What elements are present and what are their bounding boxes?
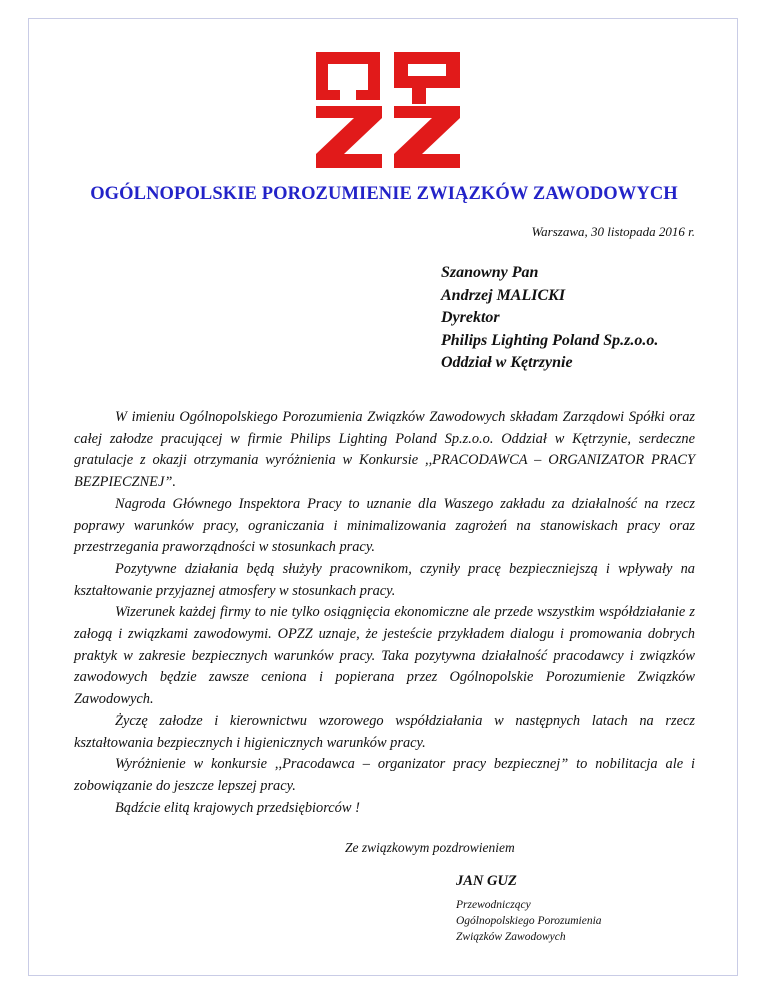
body-paragraph: Bądźcie elitą krajowych przedsiębiorców ! bbox=[115, 799, 360, 816]
body-paragraph: W imieniu Ogólnopolskiego Porozumienia Związków Zawodowych składam Zarządowi Spółki oraz całej załodze pracującej w firmie Philips Lighting Poland Sp.z.o.o. Oddział w Kętrzynie, serdeczne gratulacje z okazji otrzymania wyróżnienia w Konkursie ,,PRACODAWCA – ORGANIZATOR PRACY BEZPIECZNEJ”. bbox=[74, 409, 695, 491]
signer-org-line: Ogólnopolskiego Porozumienia bbox=[456, 915, 602, 927]
body-paragraph: Życzę załodze i kierownictwu wzorowego współdziałania w następnych latach na rzecz kształtowania bezpiecznych i higienicznych warunków pracy. bbox=[74, 712, 695, 751]
addressee-company: Philips Lighting Poland Sp.z.o.o. bbox=[441, 331, 659, 349]
addressee-block bbox=[441, 262, 658, 375]
organization-title: OGÓLNOPOLSKIE POROZUMIENIE ZWIĄZKÓW ZAWODOWYCH bbox=[90, 184, 678, 204]
opzz-logo-mark bbox=[312, 44, 464, 172]
opzz-logo bbox=[312, 44, 464, 172]
addressee-position: Dyrektor bbox=[441, 309, 500, 326]
signer-details bbox=[456, 897, 602, 945]
body-paragraph: Pozytywne działania będą służyły pracownikom, czyniły pracę bezpieczniejszą i wpływały na kształtowanie przyjaznej atmosfery w stosunkach pracy. bbox=[74, 560, 695, 599]
addressee-salutation: Szanowny Pan bbox=[441, 264, 539, 281]
letter-date: Warszawa, 30 listopada 2016 r. bbox=[531, 224, 695, 239]
signer-name: JAN GUZ bbox=[456, 873, 517, 889]
body-paragraph: Wizerunek każdej firmy to nie tylko osiągnięcia ekonomiczne ale przede wszystkim współdziałanie z załogą i związkami zawodowymi. OPZZ uznaje, że jesteście przykładem dialogu i promowania dobrych praktyk w zakresie bezpiecznych warunków pracy. Taka pozytywna działalność pracodawcy i związków zawodowych będzie zawsze ceniona i popierana przez Ogólnopolskie Porozumienie Związków Zawodowych. bbox=[74, 604, 695, 708]
body-paragraph: Wyróżnienie w konkursie ,,Pracodawca – organizator pracy bezpiecznej” to nobilitacja ale i zobowiązanie do jeszcze lepszej pracy. bbox=[74, 756, 695, 794]
signer-org-line: Związków Zawodowych bbox=[456, 931, 566, 943]
body-paragraph: Nagroda Głównego Inspektora Pracy to uznanie dla Waszego zakładu za działalność na rzecz poprawy warunków pracy, ograniczania i minimalizowania zagrożeń na stanowiskach pracy oraz przestrzegania praworządności w stosunkach pracy. bbox=[74, 495, 695, 556]
addressee-name: Andrzej MALICKI bbox=[441, 286, 566, 304]
addressee-branch: Oddział w Kętrzynie bbox=[441, 354, 573, 371]
signer-title: Przewodniczący bbox=[456, 899, 531, 911]
closing-line: Ze związkowym pozdrowieniem bbox=[345, 840, 515, 855]
letter-body bbox=[74, 407, 695, 819]
